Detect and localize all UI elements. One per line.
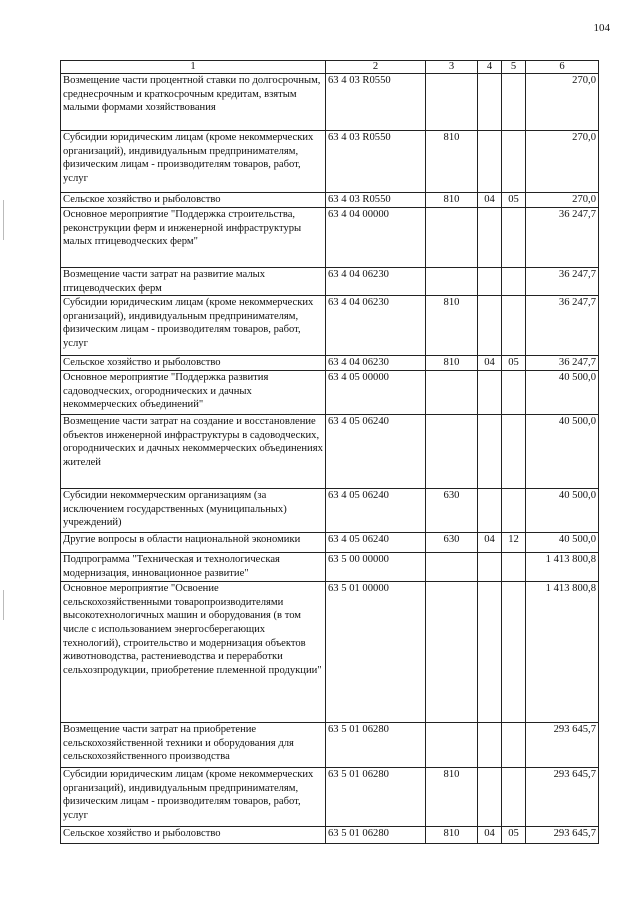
table-header-row [61,61,599,74]
section-code [478,723,502,768]
amount: 270,0 [526,74,599,131]
table-row [61,827,599,844]
section-code: 04 [478,533,502,553]
budget-table [60,60,599,844]
table-row [61,582,599,723]
scan-edge-mark [3,200,4,240]
target-article-code: 63 4 03 R0550 [326,74,426,131]
item-name: Возмещение части процентной ставки по долгосрочным, среднесрочным и краткосрочным кредитам, взятым малыми формами хозяйствования [61,74,326,131]
target-article-code: 63 4 03 R0550 [326,131,426,193]
table-row [61,131,599,193]
table-row [61,768,599,827]
subsection-code [502,582,526,723]
item-name: Субсидии юридическим лицам (кроме некоммерческих организаций), индивидуальным предпринимателям, физическим лицам - производителям товаров, работ, услуг [61,296,326,356]
expense-type-code: 810 [426,296,478,356]
table-row [61,296,599,356]
section-code [478,268,502,296]
table-row [61,723,599,768]
target-article-code: 63 4 04 06230 [326,268,426,296]
page-number: 104 [593,22,610,34]
table-row [61,268,599,296]
section-code: 04 [478,827,502,844]
subsection-code [502,489,526,533]
expense-type-code: 810 [426,131,478,193]
expense-type-code [426,415,478,489]
subsection-code [502,268,526,296]
section-code: 04 [478,193,502,208]
amount: 270,0 [526,131,599,193]
header-col-6: 6 [526,61,599,74]
amount: 40 500,0 [526,489,599,533]
target-article-code: 63 4 05 06240 [326,489,426,533]
subsection-code [502,131,526,193]
header-col-4: 4 [478,61,502,74]
subsection-code [502,296,526,356]
target-article-code: 63 5 00 00000 [326,553,426,582]
amount: 40 500,0 [526,533,599,553]
item-name: Возмещение части затрат на развитие малых птицеводческих ферм [61,268,326,296]
expense-type-code [426,371,478,415]
table-row [61,193,599,208]
amount: 1 413 800,8 [526,553,599,582]
item-name: Сельское хозяйство и рыболовство [61,356,326,371]
subsection-code: 05 [502,827,526,844]
section-code [478,208,502,268]
amount: 36 247,7 [526,296,599,356]
amount: 293 645,7 [526,768,599,827]
subsection-code: 05 [502,356,526,371]
item-name: Возмещение части затрат на создание и восстановление объектов инженерной инфраструктуры в садоводческих, огороднических и дачных некоммерческих объединениях жителей [61,415,326,489]
subsection-code [502,415,526,489]
section-code [478,415,502,489]
section-code [478,489,502,533]
amount: 293 645,7 [526,827,599,844]
table-row [61,371,599,415]
section-code [478,74,502,131]
table-row [61,356,599,371]
expense-type-code: 810 [426,768,478,827]
section-code [478,553,502,582]
table-row [61,415,599,489]
target-article-code: 63 5 01 06280 [326,768,426,827]
expense-type-code: 630 [426,489,478,533]
header-col-5: 5 [502,61,526,74]
section-code [478,371,502,415]
target-article-code: 63 5 01 00000 [326,582,426,723]
subsection-code: 12 [502,533,526,553]
item-name: Сельское хозяйство и рыболовство [61,193,326,208]
amount: 36 247,7 [526,268,599,296]
table-row [61,489,599,533]
header-col-3: 3 [426,61,478,74]
table-row [61,208,599,268]
subsection-code: 05 [502,193,526,208]
subsection-code [502,553,526,582]
item-name: Возмещение части затрат на приобретение сельскохозяйственной техники и оборудования для сельскохозяйственного производства [61,723,326,768]
item-name: Основное мероприятие "Поддержка строительства, реконструкции ферм и инженерной инфраструктуры малых птицеводческих ферм" [61,208,326,268]
subsection-code [502,768,526,827]
amount: 293 645,7 [526,723,599,768]
amount: 40 500,0 [526,371,599,415]
header-col-2: 2 [326,61,426,74]
section-code [478,131,502,193]
table-row [61,533,599,553]
scan-edge-mark [3,590,4,620]
item-name: Подпрограмма "Техническая и технологическая модернизация, инновационное развитие" [61,553,326,582]
amount: 36 247,7 [526,356,599,371]
target-article-code: 63 4 05 06240 [326,415,426,489]
expense-type-code [426,268,478,296]
expense-type-code [426,582,478,723]
item-name: Субсидии некоммерческим организациям (за исключением государственных (муниципальных) учреждений) [61,489,326,533]
item-name: Сельское хозяйство и рыболовство [61,827,326,844]
target-article-code: 63 4 05 06240 [326,533,426,553]
amount: 40 500,0 [526,415,599,489]
section-code [478,768,502,827]
target-article-code: 63 5 01 06280 [326,827,426,844]
table-row [61,74,599,131]
item-name: Основное мероприятие "Освоение сельскохозяйственными товаропроизводителями высокотехнологичных машин и оборудования (в том числе с использованием энергосберегающих технологий), строительство и модернизация объектов животноводства, растениеводства и переработки сельхозпродукции, приобретение племенной продукции" [61,582,326,723]
item-name: Субсидии юридическим лицам (кроме некоммерческих организаций), индивидуальным предпринимателям, физическим лицам - производителям товаров, работ, услуг [61,768,326,827]
section-code [478,296,502,356]
amount: 1 413 800,8 [526,582,599,723]
target-article-code: 63 4 04 00000 [326,208,426,268]
target-article-code: 63 4 05 00000 [326,371,426,415]
item-name: Субсидии юридическим лицам (кроме некоммерческих организаций), индивидуальным предпринимателям, физическим лицам - производителям товаров, работ, услуг [61,131,326,193]
expense-type-code [426,723,478,768]
expense-type-code: 810 [426,827,478,844]
table-row [61,553,599,582]
expense-type-code: 630 [426,533,478,553]
subsection-code [502,371,526,415]
subsection-code [502,74,526,131]
section-code: 04 [478,356,502,371]
expense-type-code [426,74,478,131]
target-article-code: 63 4 04 06230 [326,296,426,356]
target-article-code: 63 4 04 06230 [326,356,426,371]
expense-type-code: 810 [426,193,478,208]
item-name: Основное мероприятие "Поддержка развития садоводческих, огороднических и дачных некоммерческих объединений" [61,371,326,415]
expense-type-code [426,208,478,268]
target-article-code: 63 4 03 R0550 [326,193,426,208]
subsection-code [502,723,526,768]
item-name: Другие вопросы в области национальной экономики [61,533,326,553]
target-article-code: 63 5 01 06280 [326,723,426,768]
section-code [478,582,502,723]
amount: 36 247,7 [526,208,599,268]
amount: 270,0 [526,193,599,208]
expense-type-code: 810 [426,356,478,371]
expense-type-code [426,553,478,582]
header-col-1: 1 [61,61,326,74]
subsection-code [502,208,526,268]
